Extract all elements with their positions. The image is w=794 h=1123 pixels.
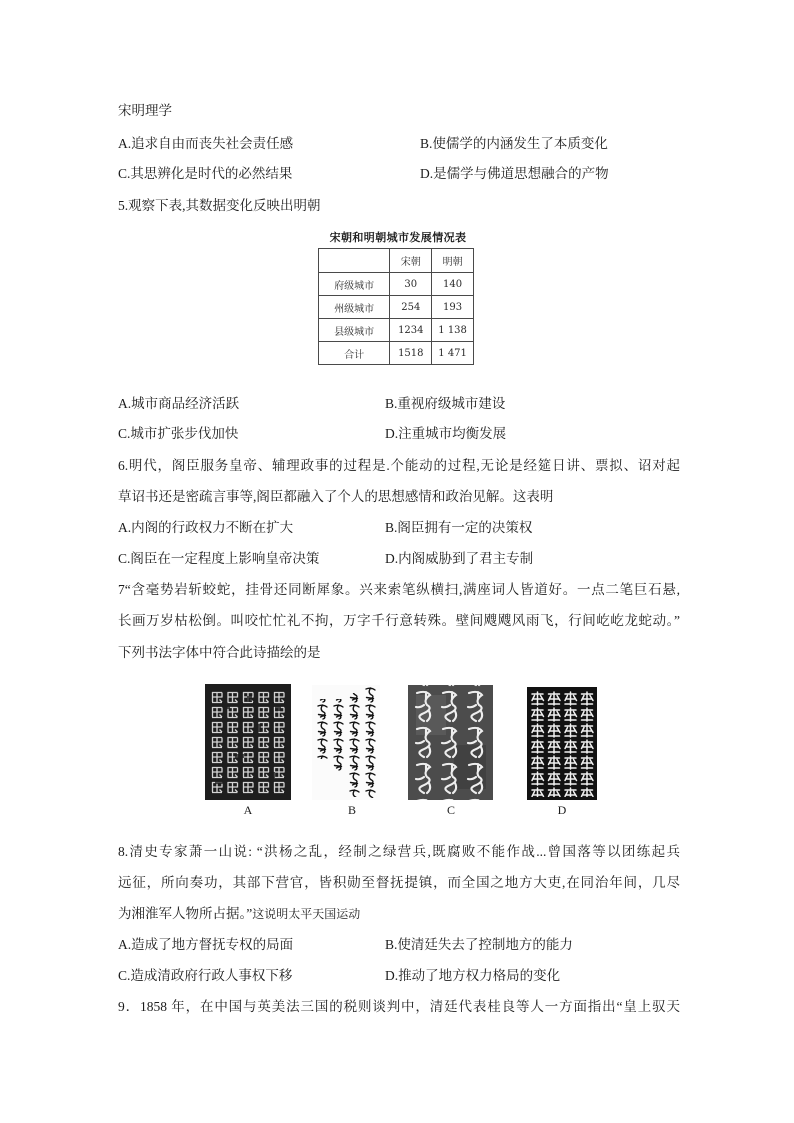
table-row bbox=[319, 342, 474, 365]
q5-option-c: C.城市扩张步伐加快 bbox=[118, 426, 239, 441]
table-cell: 30 bbox=[390, 273, 432, 296]
table-row bbox=[319, 319, 474, 342]
q6-option-d: D.内阁威胁到了君主专制 bbox=[385, 551, 534, 566]
calligraphy-sample-a bbox=[205, 684, 291, 800]
table-header-row bbox=[319, 249, 474, 273]
table-header-cell bbox=[319, 249, 390, 273]
q4-option-d: D.是儒学与佛道思想融合的产物 bbox=[420, 166, 609, 181]
city-development-table bbox=[318, 248, 474, 365]
table-title: 宋朝和明朝城市发展情况表 bbox=[329, 231, 467, 244]
table-row bbox=[319, 296, 474, 319]
table-cell: 1234 bbox=[390, 319, 432, 342]
q8-stem-tail: 这说明太平天国运动 bbox=[252, 907, 361, 921]
q8-option-b: B.使清廷失去了控制地方的能力 bbox=[385, 937, 573, 952]
table-cell: 州级城市 bbox=[319, 296, 390, 319]
q5-stem: 5.观察下表,其数据变化反映出明朝 bbox=[118, 198, 321, 213]
q8-option-a: A.造成了地方督抚专权的局面 bbox=[118, 937, 294, 952]
q5-option-a: A.城市商品经济活跃 bbox=[118, 396, 240, 411]
q4-option-c: C.其思辨化是时代的必然结果 bbox=[118, 166, 293, 181]
q9-stem-line-1: 9．1858 年，在中国与英美法三国的税则谈判中，清廷代表桂良等人一方面指出“皇上驭天 bbox=[118, 999, 680, 1014]
q7-stem-line-1: 7“含毫势岩斩蛟蛇，挂骨还同断犀象。兴来索笔纵横扫,满座词人皆道好。一点二笔巨石悬, bbox=[118, 582, 680, 597]
table-cell: 254 bbox=[390, 296, 432, 319]
q8-stem-line-2: 远征，所向奏功，其部下营官，皆积勋至督抚提镇，而全国之地方大吏,在同治年间，几尽 bbox=[118, 875, 680, 890]
table-header-cell: 明朝 bbox=[432, 249, 474, 273]
q5-option-b: B.重视府级城市建设 bbox=[385, 396, 506, 411]
calligraphy-sample-b bbox=[312, 685, 380, 800]
q6-option-a: A.内阁的行政权力不断在扩大 bbox=[118, 520, 294, 535]
q8-stem-line-3 bbox=[118, 904, 360, 924]
q8-option-d: D.推动了地方权力格局的变化 bbox=[385, 968, 561, 983]
q7-stem-line-2: 长画万岁枯松倒。叫咬忙忙礼不拘，万字千行意转殊。壁间飕飕风雨飞，行间屹屹龙蛇动。” bbox=[118, 613, 680, 628]
q6-option-c: C.阁臣在一定程度上影响皇帝决策 bbox=[118, 551, 320, 566]
q7-stem-line-3: 下列书法字体中符合此诗描绘的是 bbox=[118, 645, 321, 660]
figure-label-c: C bbox=[446, 803, 455, 817]
q5-option-d: D.注重城市均衡发展 bbox=[385, 426, 507, 441]
q4-option-a: A.追求自由而丧失社会责任感 bbox=[118, 136, 294, 151]
calligraphy-sample-d bbox=[527, 687, 597, 800]
table-cell: 140 bbox=[432, 273, 474, 296]
table-row bbox=[319, 273, 474, 296]
q4-option-b: B.使儒学的内涵发生了本质变化 bbox=[420, 136, 608, 151]
figure-label-a: A bbox=[243, 803, 253, 817]
figure-label-b: B bbox=[347, 803, 356, 817]
table-header-cell: 宋朝 bbox=[390, 249, 432, 273]
table-cell: 县级城市 bbox=[319, 319, 390, 342]
q4-stem: 宋明理学 bbox=[118, 103, 172, 118]
table-cell: 1 138 bbox=[432, 319, 474, 342]
q6-stem-line-1: 6.明代，阁臣服务皇帝、辅理政事的过程是.个能动的过程,无论是经筵日讲、票拟、诏对起 bbox=[118, 458, 680, 473]
calligraphy-sample-c bbox=[408, 685, 493, 800]
table-cell: 府级城市 bbox=[319, 273, 390, 296]
q8-stem-line-1: 8.清史专家萧一山说: “洪杨之乱，经制之绿营兵,既腐败不能作战...曾国落等以团练起兵 bbox=[118, 844, 680, 859]
q8-option-c: C.造成清政府行政人事权下移 bbox=[118, 968, 293, 983]
figure-label-d: D bbox=[557, 803, 567, 817]
table-cell: 1518 bbox=[390, 342, 432, 365]
q8-stem-quote-end: 为湘淮军人物所占据。” bbox=[118, 906, 253, 921]
table-cell: 193 bbox=[432, 296, 474, 319]
q6-option-b: B.阁臣拥有一定的决策权 bbox=[385, 520, 533, 535]
q6-stem-line-2: 草诏书还是密疏言事等,阁臣都融入了个人的思想感情和政治见解。这表明 bbox=[118, 489, 554, 504]
table-cell: 1 471 bbox=[432, 342, 474, 365]
table-cell: 合计 bbox=[319, 342, 390, 365]
